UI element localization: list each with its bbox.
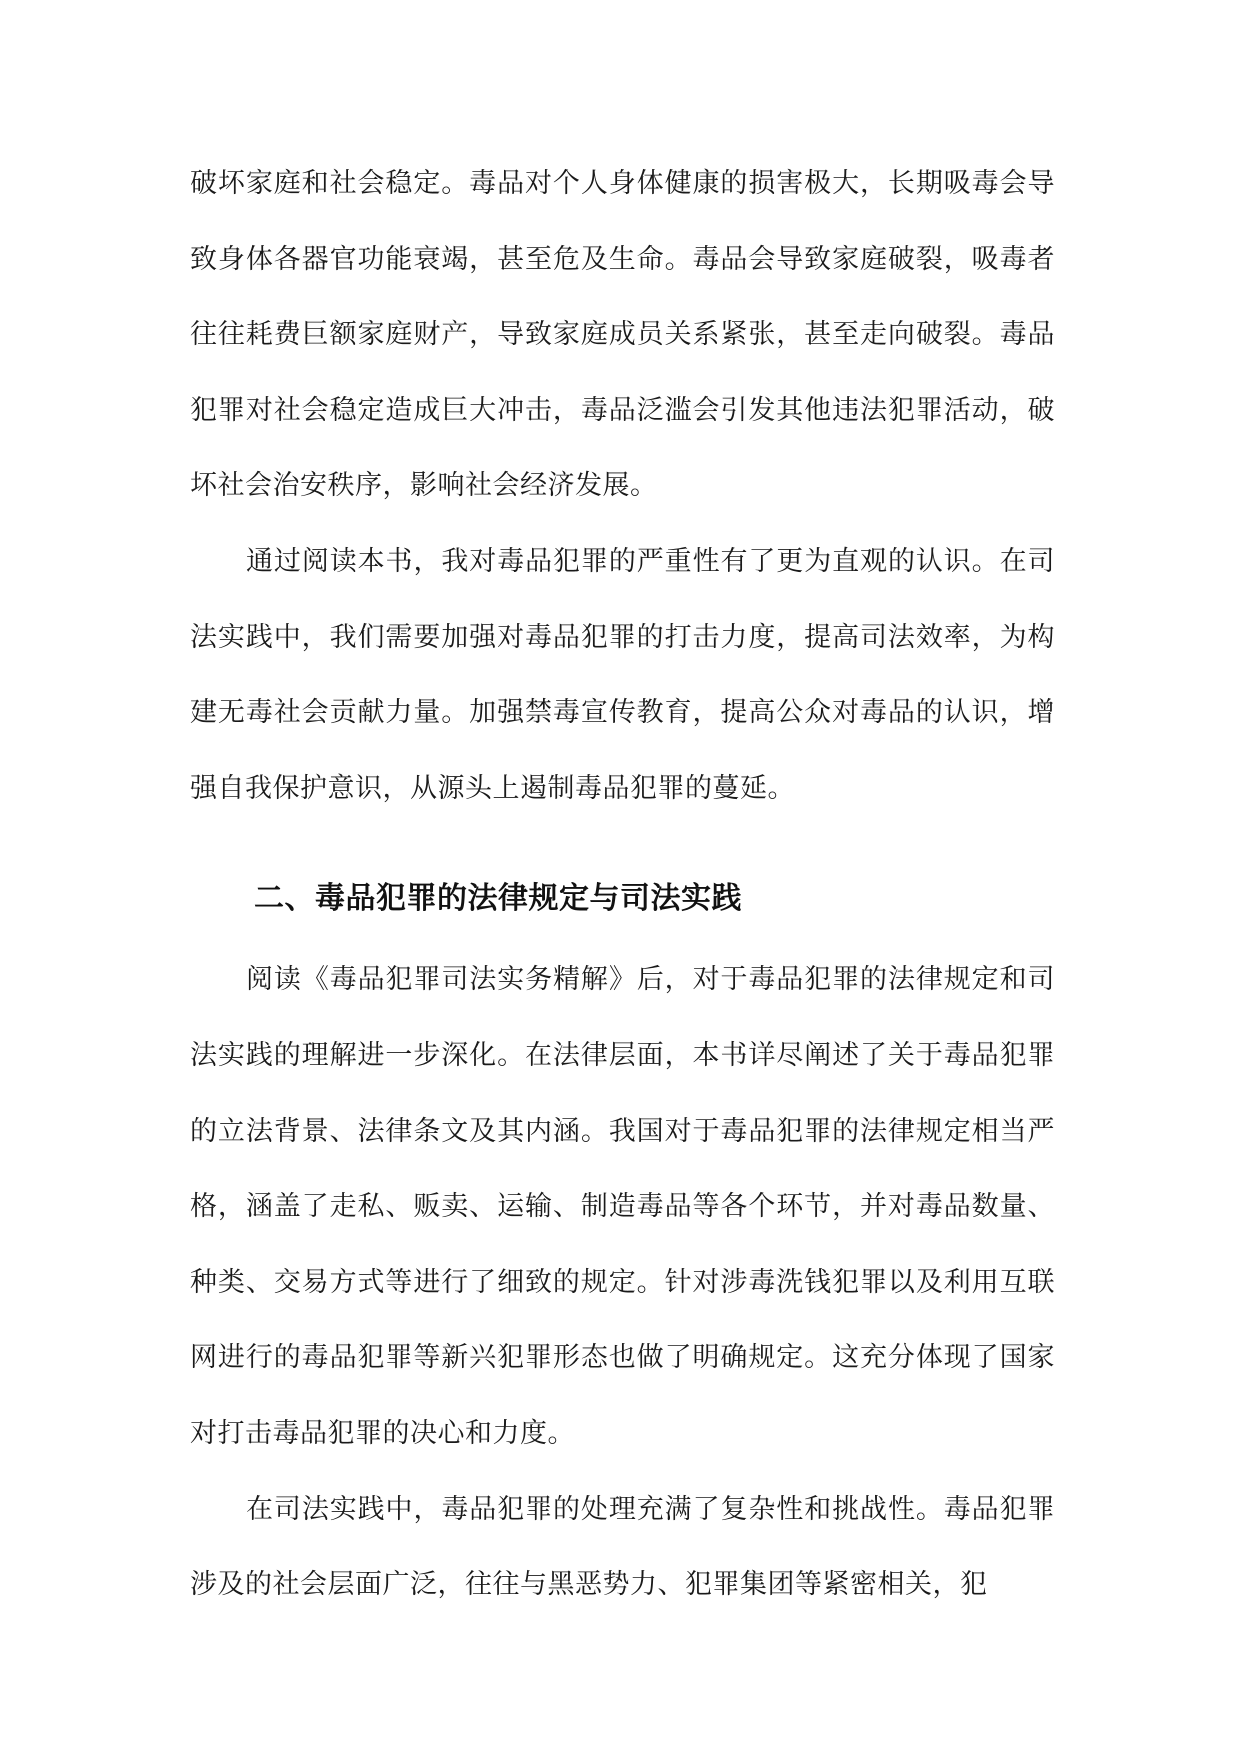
paragraph-legal-provisions: 阅读《毒品犯罪司法实务精解》后，对于毒品犯罪的法律规定和司法实践的理解进一步深化。在法律层面，本书详尽阐述了关于毒品犯罪的立法背景、法律条文及其内涵。我国对于毒品犯罪的法律规定相当严格，涵盖了走私、贩卖、运输、制造毒品等各个环节，并对毒品数量、种类、交易方式等进行了细致的规定。针对涉毒洗钱犯罪以及利用互联网进行的毒品犯罪等新兴犯罪形态也做了明确规定。这充分体现了国家对打击毒品犯罪的决心和力度。 (190, 964, 1055, 1449)
paragraph-social-harm: 破坏家庭和社会稳定。毒品对个人身体健康的损害极大，长期吸毒会导致身体各器官功能衰竭，甚至危及生命。毒品会导致家庭破裂，吸毒者往往耗费巨额家庭财产，导致家庭成员关系紧张，甚至走向破裂。毒品犯罪对社会稳定造成巨大冲击，毒品泛滥会引发其他违法犯罪活动，破坏社会治安秩序，影响社会经济发展。 (190, 168, 1055, 502)
paragraph-judicial-practice: 在司法实践中，毒品犯罪的处理充满了复杂性和挑战性。毒品犯罪涉及的社会层面广泛，往往与黑恶势力、犯罪集团等紧密相关，犯 (190, 1493, 1055, 1601)
paragraph-reading-reflection: 通过阅读本书，我对毒品犯罪的严重性有了更为直观的认识。在司法实践中，我们需要加强对毒品犯罪的打击力度，提高司法效率，为构建无毒社会贡献力量。加强禁毒宣传教育，提高公众对毒品的认识，增强自我保护意识，从源头上遏制毒品犯罪的蔓延。 (190, 545, 1055, 804)
document-body (190, 146, 1055, 1623)
section-heading: 二、毒品犯罪的法律规定与司法实践 (254, 881, 742, 917)
